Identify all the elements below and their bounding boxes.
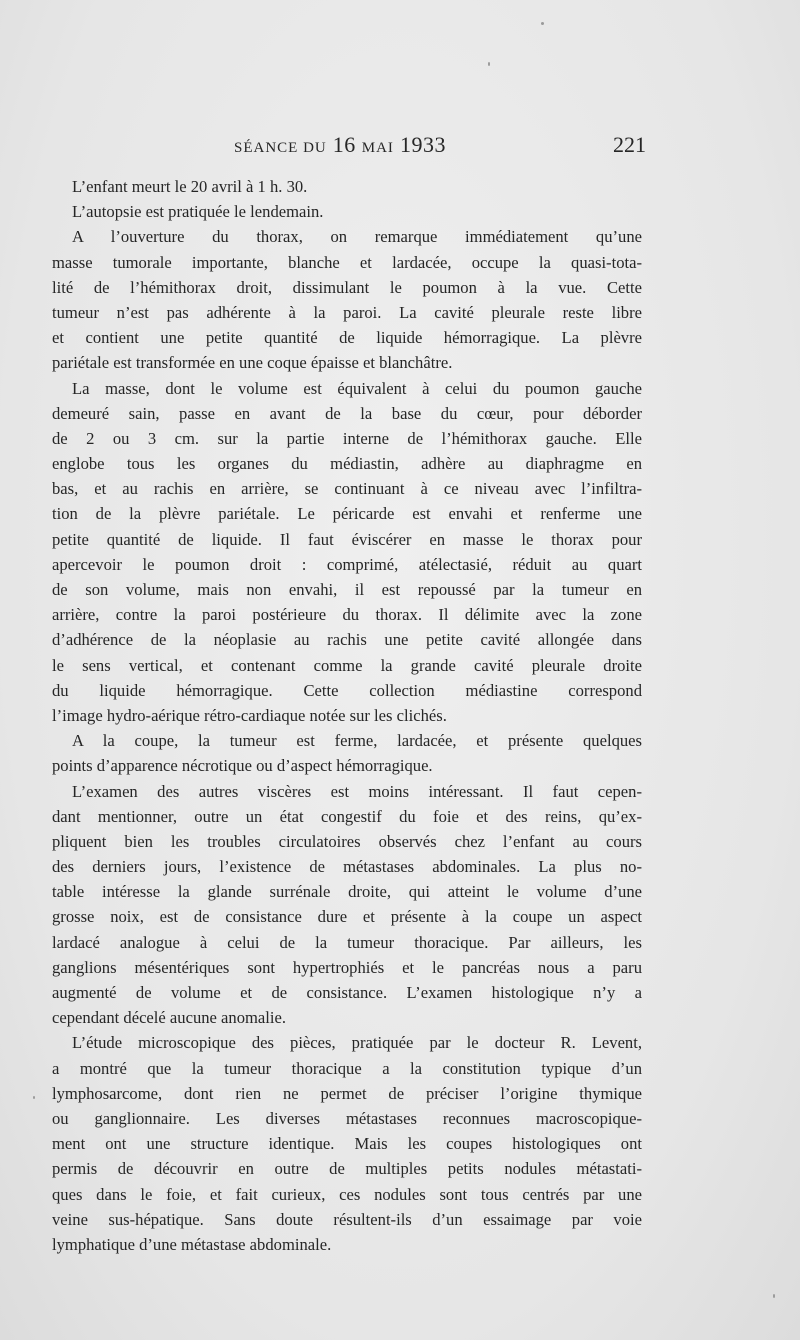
text-line: petite quantité de liquide. Il faut éviscérer en masse le thorax pour [52, 529, 642, 549]
text-line: du liquide hémorragique. Cette collection médiastine correspond [52, 680, 642, 700]
text-line: masse tumorale importante, blanche et lardacée, occupe la quasi-tota- [52, 252, 642, 272]
text-line: ou ganglionnaire. Les diverses métastases reconnues macroscopique- [52, 1108, 642, 1128]
text-line: L’enfant meurt le 20 avril à 1 h. 30. [72, 177, 308, 196]
text-line: table intéresse la glande surrénale droite, qui atteint le volume d’une [52, 882, 642, 902]
title-month: MAI [361, 140, 394, 156]
text-line: permis de découvrir en outre de multiples petits nodules métastati- [52, 1159, 642, 1179]
text-line: ment ont une structure identique. Mais les coupes histologiques ont [52, 1134, 642, 1154]
text-line: La masse, dont le volume est équivalent à celui du poumon gauche [72, 378, 642, 398]
text-line: lité de l’hémithorax droit, dissimulant le poumon à la vue. Cette [52, 277, 642, 297]
text-line: points d’apparence nécrotique ou d’aspect hémorragique. [52, 756, 433, 776]
body-text [52, 174, 642, 1257]
text-line: lymphatique d’une métastase abdominale. [52, 1234, 332, 1254]
text-line: arrière, contre la paroi postérieure du thorax. Il délimite avec la zone [52, 605, 642, 625]
text-line: pliquent bien les troubles circulatoires observés chez l’enfant au cours [52, 831, 642, 851]
text-line: de 2 ou 3 cm. sur la partie interne de l’hémithorax gauche. Elle [52, 428, 642, 448]
scan-speck [773, 1294, 775, 1298]
text-line: veine sus-hépatique. Sans doute résultent-ils d’un essaimage par voie [52, 1209, 642, 1229]
text-line: lardacé analogue à celui de la tumeur thoracique. Par ailleurs, les [52, 932, 642, 952]
text-line: l’image hydro-aérique rétro-cardiaque notée sur les clichés. [52, 705, 447, 725]
title-day: 16 [332, 132, 356, 157]
scan-speck [541, 22, 544, 25]
text-line: et contient une petite quantité de liquide hémorragique. La plèvre [52, 328, 642, 348]
text-line: L’étude microscopique des pièces, pratiquée par le docteur R. Levent, [72, 1033, 642, 1053]
text-line: tion de la plèvre pariétale. Le péricarde est envahi et renferme une [52, 504, 642, 524]
text-line: L’autopsie est pratiquée le lendemain. [72, 202, 324, 222]
scan-speck [488, 62, 490, 66]
title-prefix: SÉANCE DU [234, 140, 327, 156]
text-line: a montré que la tumeur thoracique a la constitution typique d’un [52, 1058, 642, 1078]
text-line: apercevoir le poumon droit : comprimé, atélectasié, réduit au quart [52, 554, 642, 574]
text-line: A l’ouverture du thorax, on remarque immédiatement qu’une [72, 227, 642, 247]
text-line: A la coupe, la tumeur est ferme, lardacée, et présente quelques [72, 731, 642, 751]
running-title [234, 132, 446, 158]
text-line: lymphosarcome, dont rien ne permet de préciser l’origine thymique [52, 1083, 642, 1103]
text-line: le sens vertical, et contenant comme la grande cavité pleurale droite [52, 655, 642, 675]
text-line: cependant décelé aucune anomalie. [52, 1008, 287, 1028]
page-number: 221 [613, 132, 646, 157]
running-header [52, 132, 646, 162]
text-line: pariétale est transformée en une coque épaisse et blanchâtre. [52, 353, 453, 373]
text-line: L’examen des autres viscères est moins intéressant. Il faut cepen- [72, 781, 642, 801]
text-line: bas, et au rachis en arrière, se continuant à ce niveau avec l’infiltra- [52, 479, 642, 499]
title-year: 1933 [399, 132, 446, 157]
text-line: demeuré sain, passe en avant de la base du cœur, pour déborder [52, 403, 642, 423]
text-line: ganglions mésentériques sont hypertrophiés et le pancréas nous a paru [52, 957, 642, 977]
text-line: grosse noix, est de consistance dure et présente à la coupe un aspect [52, 907, 642, 927]
text-line: englobe tous les organes du médiastin, adhère au diaphragme en [52, 454, 642, 474]
text-line: dant mentionner, outre un état congestif du foie et des reins, qu’ex- [52, 806, 642, 826]
scan-speck [33, 1096, 35, 1099]
text-line: de son volume, mais non envahi, il est repoussé par la tumeur en [52, 580, 642, 599]
text-line: d’adhérence de la néoplasie au rachis une petite cavité allongée dans [52, 630, 642, 650]
text-line: des derniers jours, l’existence de métastases abdominales. La plus no- [52, 857, 642, 877]
text-line: ques dans le foie, et fait curieux, ces nodules sont tous centrés par une [52, 1184, 642, 1204]
text-line: augmenté de volume et de consistance. L’examen histologique n’y a [52, 983, 642, 1002]
text-line: tumeur n’est pas adhérente à la paroi. La cavité pleurale reste libre [52, 302, 642, 322]
